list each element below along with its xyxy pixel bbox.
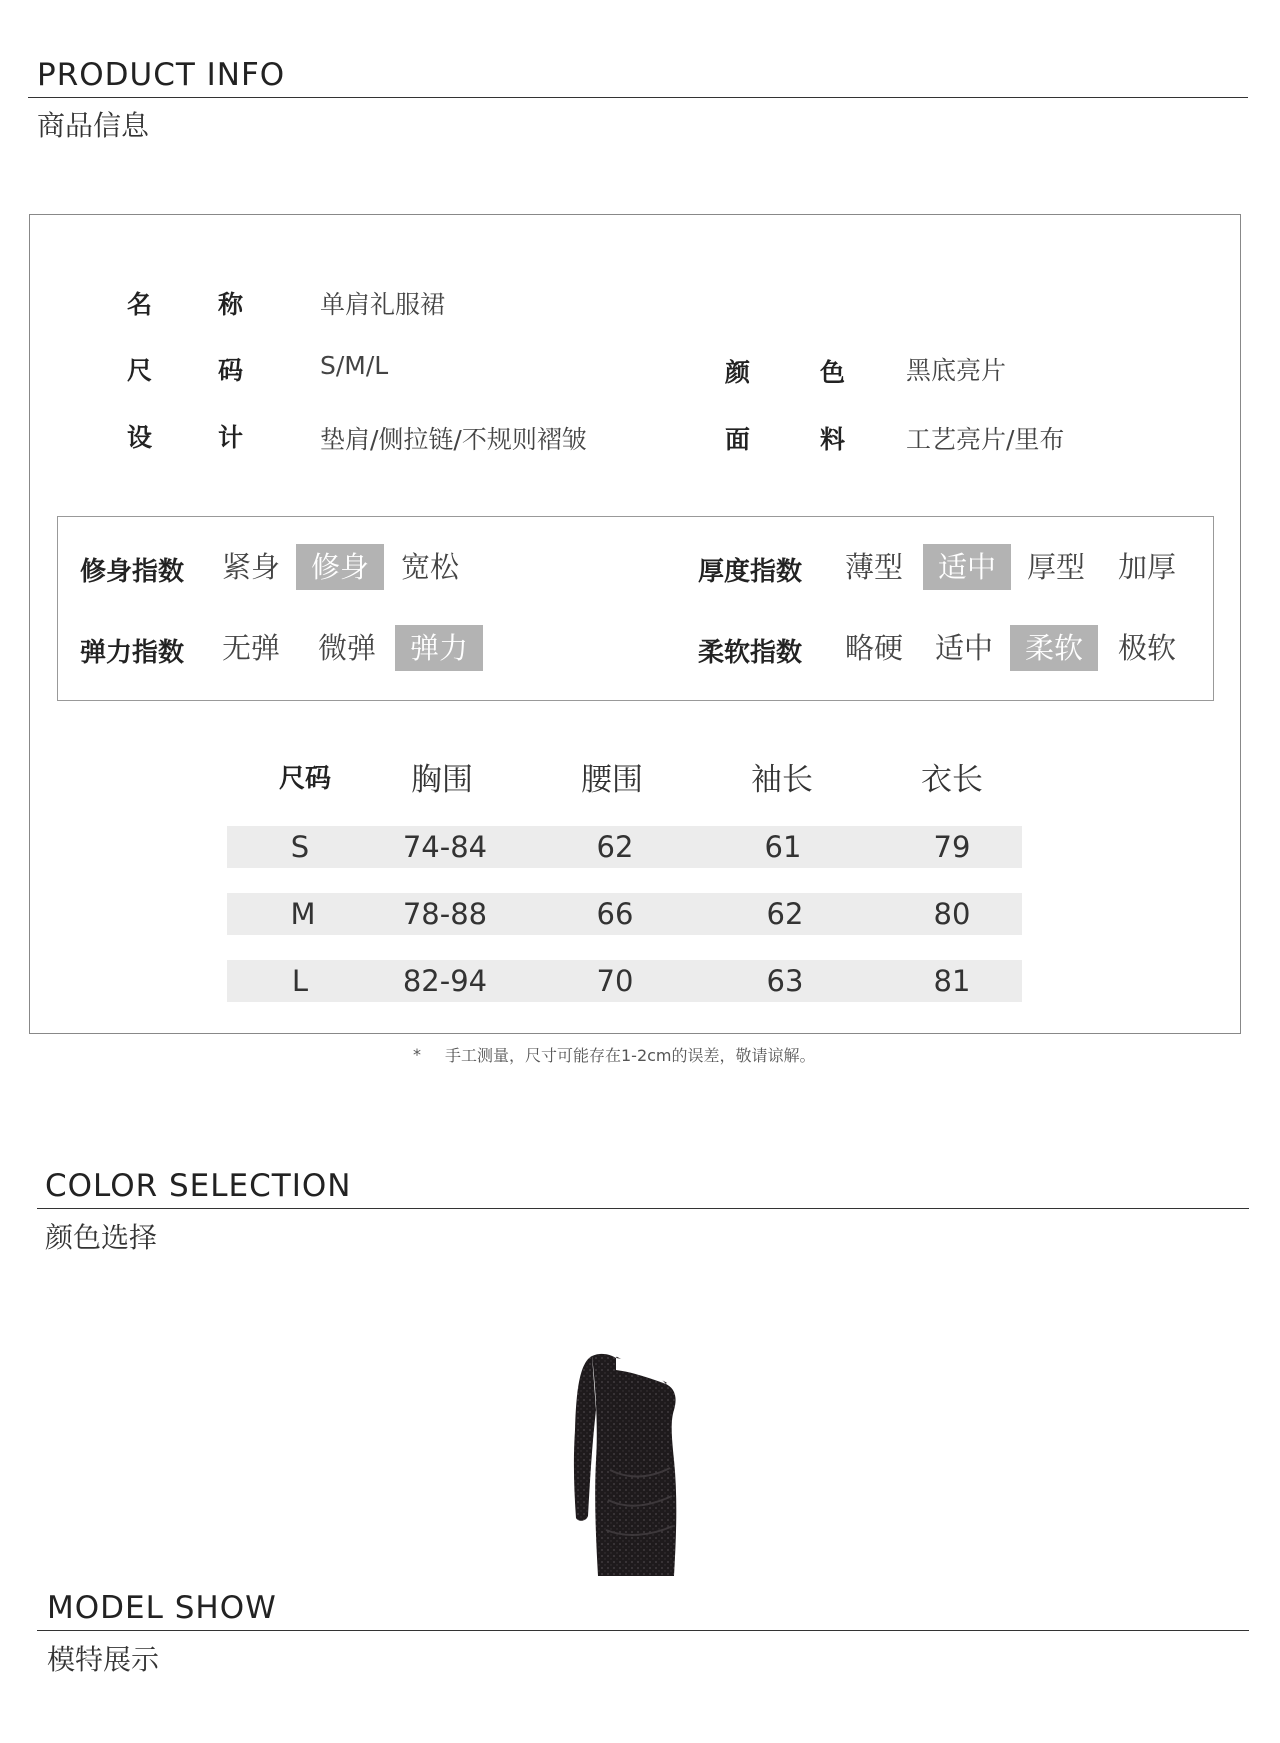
size-table-header-sleeve: 袖长 bbox=[751, 762, 813, 798]
cell-length: 79 bbox=[933, 830, 971, 864]
product-info-title-en: PRODUCT INFO bbox=[37, 57, 286, 93]
size-label-a: 尺 bbox=[127, 356, 153, 385]
elasticity-index-label: 弹力指数 bbox=[80, 638, 185, 668]
cell-size: L bbox=[291, 964, 309, 998]
thickness-option-3: 厚型 bbox=[1026, 550, 1085, 584]
fabric-label-b: 料 bbox=[820, 425, 846, 454]
cell-waist: 62 bbox=[596, 830, 634, 864]
softness-option-4: 极软 bbox=[1117, 631, 1176, 665]
cell-size: S bbox=[290, 830, 310, 864]
cell-bust: 82-94 bbox=[402, 964, 488, 998]
cell-sleeve: 62 bbox=[766, 897, 804, 931]
cell-length: 81 bbox=[933, 964, 971, 998]
size-table-header-bust: 胸围 bbox=[411, 762, 473, 798]
fit-option-3: 宽松 bbox=[400, 550, 459, 584]
softness-option-2: 适中 bbox=[934, 631, 993, 665]
cell-bust: 74-84 bbox=[402, 830, 488, 864]
thickness-option-1: 薄型 bbox=[844, 550, 903, 584]
design-label-b: 计 bbox=[218, 423, 244, 452]
cell-sleeve: 61 bbox=[764, 830, 802, 864]
thickness-option-2-selected: 适中 bbox=[923, 544, 1011, 590]
cell-sleeve: 63 bbox=[766, 964, 804, 998]
softness-index-label: 柔软指数 bbox=[698, 638, 803, 668]
cell-length: 80 bbox=[933, 897, 971, 931]
elasticity-option-3-selected: 弹力 bbox=[395, 625, 483, 671]
design-value: 垫肩/侧拉链/不规则褶皱 bbox=[320, 425, 587, 454]
size-table-header-length: 衣长 bbox=[921, 762, 983, 798]
name-label-a: 名 bbox=[127, 290, 153, 319]
name-value: 单肩礼服裙 bbox=[320, 290, 446, 319]
color-selection-title-en: COLOR SELECTION bbox=[45, 1168, 352, 1204]
fabric-label-a: 面 bbox=[725, 425, 751, 454]
measurement-note: 手工测量，尺寸可能存在1-2cm的误差，敬请谅解。 bbox=[445, 1046, 816, 1065]
cell-bust: 78-88 bbox=[402, 897, 488, 931]
fit-option-2-selected: 修身 bbox=[296, 544, 384, 590]
color-label-a: 颜 bbox=[725, 358, 751, 387]
softness-option-1: 略硬 bbox=[844, 631, 903, 665]
design-label-a: 设 bbox=[127, 423, 153, 452]
size-label-b: 码 bbox=[218, 356, 244, 385]
size-value: S/M/L bbox=[320, 351, 389, 380]
softness-option-3-selected: 柔软 bbox=[1010, 625, 1098, 671]
product-info-divider bbox=[28, 97, 1248, 98]
color-label-b: 色 bbox=[820, 358, 846, 387]
cell-waist: 70 bbox=[596, 964, 634, 998]
size-table-header-waist: 腰围 bbox=[581, 762, 643, 798]
color-selection-divider bbox=[37, 1208, 1249, 1209]
name-label-b: 称 bbox=[218, 290, 244, 319]
note-star: * bbox=[413, 1045, 421, 1064]
model-show-title-en: MODEL SHOW bbox=[47, 1590, 277, 1626]
fit-index-label: 修身指数 bbox=[80, 557, 185, 587]
elasticity-option-1: 无弹 bbox=[221, 631, 280, 665]
fabric-value: 工艺亮片/里布 bbox=[906, 425, 1065, 454]
color-selection-title-zh: 颜色选择 bbox=[45, 1221, 158, 1254]
dress-image bbox=[570, 1350, 688, 1576]
color-value: 黑底亮片 bbox=[906, 356, 1007, 385]
product-info-title-zh: 商品信息 bbox=[37, 109, 150, 142]
fabric-index-box bbox=[57, 516, 1214, 701]
thickness-index-label: 厚度指数 bbox=[698, 557, 803, 587]
cell-size: M bbox=[290, 897, 316, 931]
elasticity-option-2: 微弹 bbox=[317, 631, 376, 665]
size-table-header-size: 尺码 bbox=[278, 764, 331, 794]
model-show-divider bbox=[37, 1630, 1249, 1631]
model-show-title-zh: 模特展示 bbox=[47, 1643, 160, 1676]
thickness-option-4: 加厚 bbox=[1117, 550, 1176, 584]
cell-waist: 66 bbox=[596, 897, 634, 931]
fit-option-1: 紧身 bbox=[221, 550, 280, 584]
